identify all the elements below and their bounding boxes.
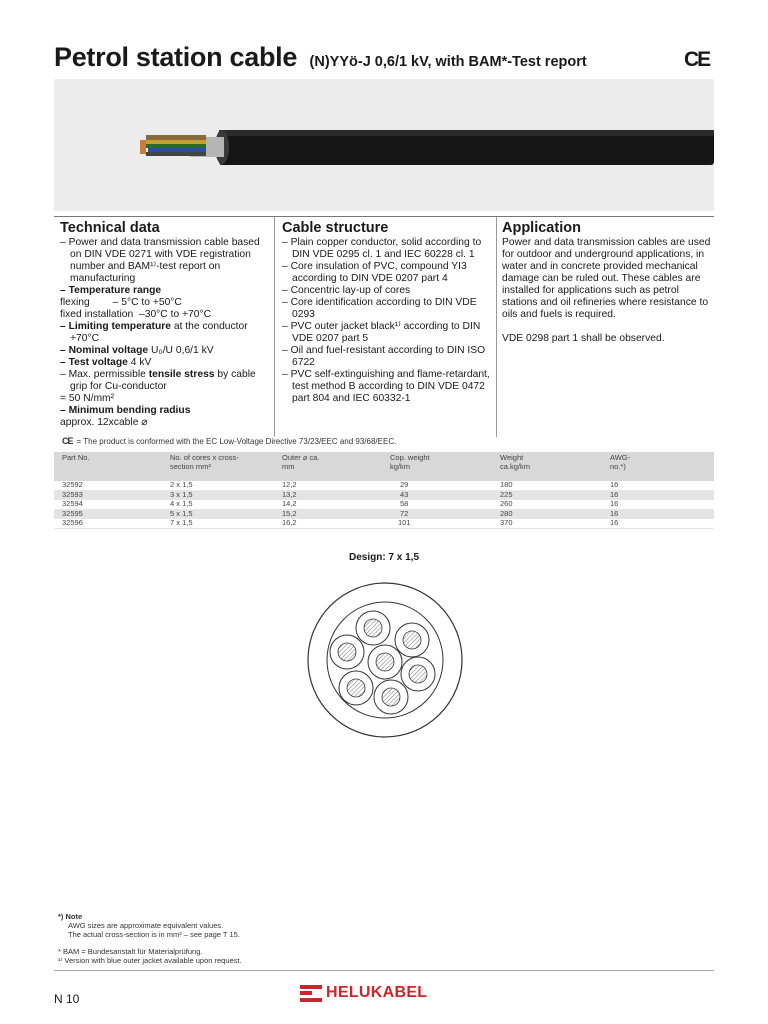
- technical-item: – Power and data transmission cable based on DIN VDE 0271 with VDE registration number and BAM¹⁾-test report on manufacturing: [60, 237, 260, 284]
- column-divider: [274, 217, 275, 437]
- cell-outer: 13,2: [282, 489, 297, 499]
- application-heading: Application: [502, 220, 581, 236]
- nominal-voltage-value: U₀/U 0,6/1 kV: [148, 345, 214, 356]
- footnotes: [58, 912, 242, 965]
- ce-mark: CE: [684, 48, 710, 71]
- cell-outer: 14,2: [282, 499, 297, 508]
- technical-item: [60, 345, 268, 357]
- core: [339, 671, 373, 705]
- application-section: [502, 217, 712, 345]
- note-line: AWG sizes are approximate equivalent values.: [68, 921, 224, 930]
- test-voltage-label: – Test voltage: [60, 357, 128, 368]
- limit-temp-value: at the conductor +70°C: [70, 321, 248, 344]
- design-label: Design: 7 x 1,5: [348, 552, 420, 563]
- structure-item: – Oil and fuel-resistant according to DIN ISO 6722: [282, 345, 486, 368]
- technical-item: [60, 405, 268, 417]
- cell-weight: 180: [500, 480, 513, 489]
- test-voltage-value: 4 kV: [127, 357, 152, 368]
- version-note: ¹⁾ Version with blue outer jacket available upon request.: [58, 956, 242, 965]
- cable-image: [54, 79, 714, 211]
- cell-cores: 7 x 1,5: [170, 518, 193, 527]
- page-number: N 10: [54, 992, 80, 1006]
- cell-awg: 16: [610, 518, 619, 527]
- application-note: VDE 0298 part 1 shall be observed.: [502, 333, 665, 344]
- structure-heading: Cable structure: [282, 220, 389, 236]
- cable-cross-section-diagram: [305, 580, 465, 740]
- technical-heading: Technical data: [60, 220, 160, 236]
- cell-cop-weight: 101: [398, 518, 411, 527]
- structure-list: [282, 237, 494, 405]
- header-cop-weight: Cop. weight kg/km: [390, 453, 430, 471]
- ce-note-text: = The product is conformed with the EC Low-Voltage Directive 73/23/EEC and 93/68/EEC.: [76, 437, 397, 446]
- cable-structure-section: [282, 217, 494, 405]
- info-columns: [54, 216, 714, 437]
- structure-item: – Concentric lay-up of cores: [282, 285, 411, 296]
- cell-part-no: 32593: [62, 489, 83, 499]
- cell-cores: 5 x 1,5: [170, 508, 193, 518]
- footer-divider: [54, 970, 714, 971]
- cell-weight: 225: [500, 489, 513, 499]
- cell-part-no: 32594: [62, 499, 83, 508]
- technical-item: [60, 369, 268, 393]
- temp-flexing: flexing – 5°C to +50°C: [60, 297, 182, 308]
- structure-item: – Core insulation of PVC, compound YI3 according to DIN VDE 0207 part 4: [282, 261, 467, 284]
- temp-range-label: – Temperature range: [60, 285, 162, 296]
- nominal-voltage-label: – Nominal voltage: [60, 345, 149, 356]
- cell-weight: 280: [500, 508, 513, 518]
- cell-cop-weight: 72: [400, 508, 409, 518]
- ce-conformity-note: [62, 436, 396, 446]
- core: [395, 623, 429, 657]
- technical-list: [60, 237, 268, 429]
- title-main: Petrol station cable: [54, 42, 298, 72]
- brand-logo-icon: [300, 985, 322, 1002]
- cell-awg: 16: [610, 499, 619, 508]
- technical-data-section: [60, 217, 268, 429]
- table-row: [54, 519, 714, 529]
- product-table: [54, 452, 714, 529]
- technical-item: [60, 357, 268, 369]
- note-line: The actual cross-section is in mm² – see page T 15.: [68, 930, 240, 939]
- technical-item: [60, 285, 268, 297]
- cell-weight: 370: [500, 518, 513, 527]
- structure-item: – Plain copper conductor, solid according to DIN VDE 0295 cl. 1 and IEC 60228 cl. 1: [282, 237, 482, 260]
- bam-note: * BAM = Bundesanstalt für Materialprüfung.: [58, 947, 203, 956]
- table-header: [54, 452, 714, 481]
- core: [368, 645, 402, 679]
- header-cores: No. of cores x cross-section mm²: [170, 453, 239, 471]
- cell-outer: 15,2: [282, 508, 297, 518]
- cell-awg: 16: [610, 489, 619, 499]
- cell-cop-weight: 29: [400, 480, 409, 489]
- limit-temp-label: – Limiting temperature: [60, 321, 171, 332]
- temp-fixed: fixed installation –30°C to +70°C: [60, 309, 212, 320]
- cell-part-no: 32596: [62, 518, 83, 527]
- ce-note-symbol: CE: [62, 436, 73, 446]
- tensile-prefix: – Max. permissible: [60, 369, 149, 380]
- brand-name: HELUKABEL: [326, 984, 428, 1001]
- structure-item: – Core identification according to DIN VDE 0293: [282, 297, 477, 320]
- cable-photo: [54, 79, 714, 211]
- tensile-suffix: by cable grip for Cu-conductor: [70, 369, 256, 392]
- core: [330, 635, 364, 669]
- cell-part-no: 32595: [62, 508, 83, 518]
- cell-cop-weight: 43: [400, 489, 409, 499]
- cell-cop-weight: 58: [400, 499, 409, 508]
- header-awg: AWG-no.*): [610, 453, 631, 471]
- application-text: Power and data transmission cables are used for outdoor and underground applications, in water and in concrete provided mechanical damage can be ruled out. These cables are installed for applications such as petrol stations and oil refineries where resistance to oils and fuels is required.: [502, 237, 711, 320]
- cell-cores: 2 x 1,5: [170, 480, 193, 489]
- cell-weight: 260: [500, 499, 513, 508]
- cell-awg: 16: [610, 480, 619, 489]
- cell-cores: 3 x 1,5: [170, 489, 193, 499]
- note-heading: *) Note: [58, 912, 83, 921]
- core: [401, 657, 435, 691]
- header-weight: Weight ca.kg/km: [500, 453, 531, 471]
- technical-item: [60, 321, 268, 345]
- title-sub: (N)YYö-J 0,6/1 kV, with BAM*-Test report: [309, 54, 587, 70]
- core: [356, 611, 390, 645]
- bending-label: – Minimum bending radius: [60, 405, 191, 416]
- page-title: [54, 42, 587, 73]
- structure-item: – PVC outer jacket black¹⁾ according to DIN VDE 0207 part 5: [282, 321, 481, 344]
- structure-item: – PVC self-extinguishing and flame-retardant, test method B according to DIN VDE 0472 part 804 and IEC 60332-1: [282, 369, 490, 404]
- header-part-no: Part No.: [62, 453, 90, 462]
- core: [374, 680, 408, 714]
- tensile-label: tensile stress: [148, 369, 215, 380]
- column-divider: [496, 217, 497, 437]
- cell-outer: 16,2: [282, 518, 297, 527]
- bending-value: approx. 12xcable ⌀: [60, 417, 148, 428]
- cell-cores: 4 x 1,5: [170, 499, 193, 508]
- tensile-value: = 50 N/mm²: [60, 393, 115, 404]
- header-outer: Outer ⌀ ca. mm: [282, 453, 320, 471]
- cell-awg: 16: [610, 508, 619, 518]
- cell-part-no: 32592: [62, 480, 83, 489]
- brand-logo: [300, 984, 427, 1002]
- cell-outer: 12,2: [282, 480, 297, 489]
